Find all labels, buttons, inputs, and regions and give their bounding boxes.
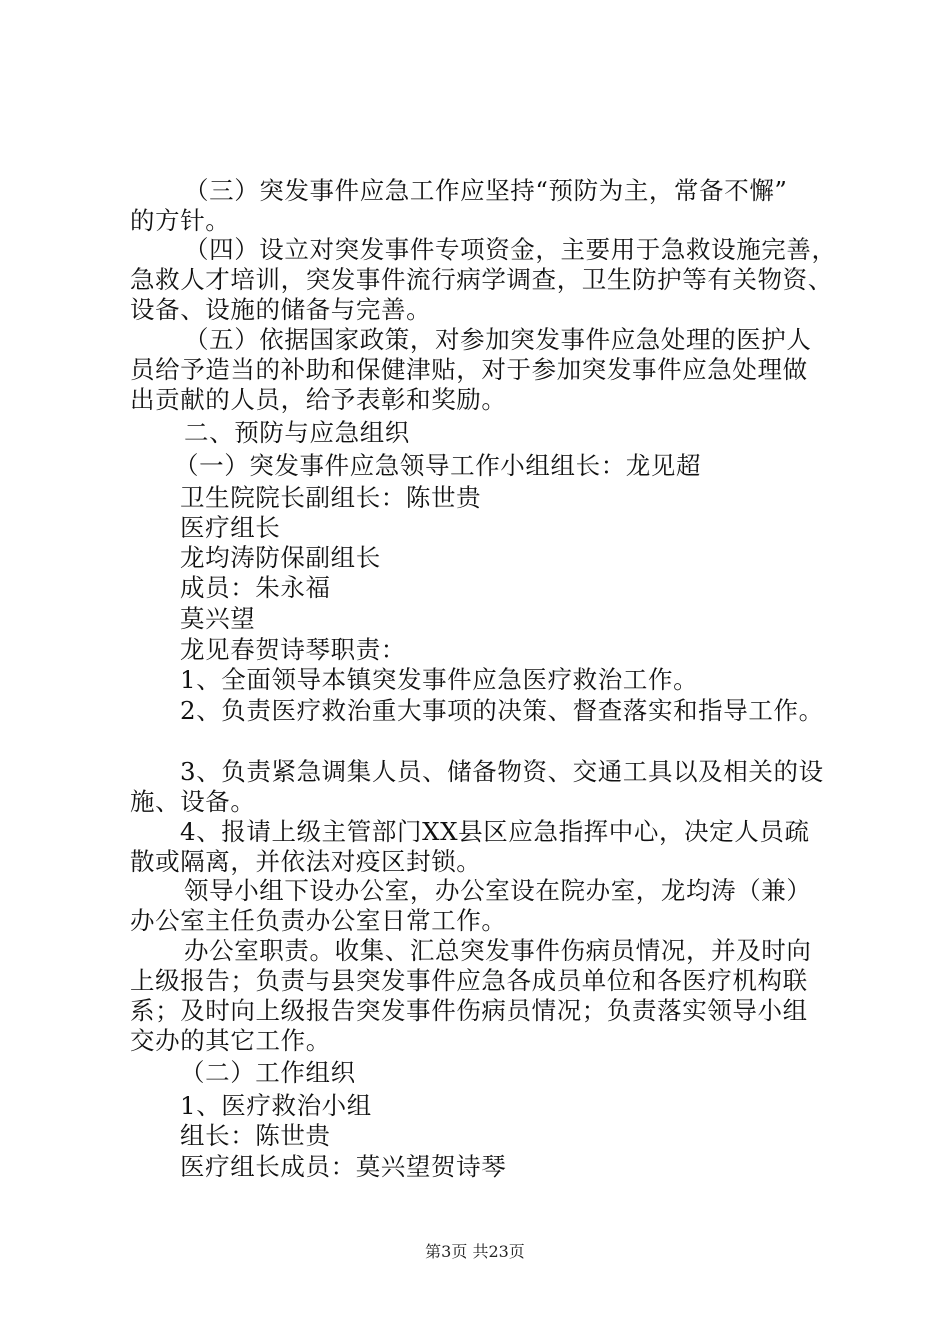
text-line: 卫生院院长副组长：陈世贵: [180, 483, 482, 512]
text-line: 办公室主任负责办公室日常工作。: [130, 906, 507, 935]
text-line: 员给予造当的补助和保健津贴，对于参加突发事件应急处理做: [130, 355, 808, 384]
section-heading: （二）工作组织: [180, 1058, 356, 1087]
text-line: 莫兴望: [180, 604, 256, 633]
page-number-footer: 第3页 共23页: [425, 1242, 525, 1261]
text-line: 系；及时向上级报告突发事件伤病员情况；负责落实领导小组: [130, 996, 808, 1025]
text-line: 办公室职责。收集、汇总突发事件伤病员情况，并及时向: [184, 936, 812, 965]
text-line: 的方针。: [130, 206, 231, 235]
text-line: （三）突发事件应急工作应坚持“预防为主，常备不懈”: [184, 176, 788, 205]
text-line: 成员：朱永福: [180, 573, 331, 602]
text-line: 散或隔离，并依法对疫区封锁。: [130, 847, 482, 876]
text-line: 施、设备。: [130, 787, 256, 816]
section-heading: 二、预防与应急组织: [184, 418, 410, 447]
text-line: （一）突发事件应急领导工作小组组长：龙见超: [174, 451, 702, 480]
text-line: 龙见春贺诗琴职责：: [180, 635, 406, 664]
text-line: 医疗组长: [180, 513, 281, 542]
text-line: 1、全面领导本镇突发事件应急医疗救治工作。: [180, 665, 699, 694]
text-line: 4、报请上级主管部门XX县区应急指挥中心，决定人员疏: [180, 817, 810, 846]
text-line: 1、医疗救治小组: [180, 1091, 372, 1120]
text-line: 医疗组长成员：莫兴望贺诗琴: [180, 1152, 507, 1181]
text-line: 出贡献的人员，给予表彰和奖励。: [130, 385, 507, 414]
text-line: 上级报告；负责与县突发事件应急各成员单位和各医疗机构联: [130, 966, 808, 995]
text-line: （五）依据国家政策，对参加突发事件应急处理的医护人: [184, 325, 812, 354]
text-line: 2、负责医疗救治重大事项的决策、督查落实和指导工作。: [180, 696, 824, 725]
text-line: 龙均涛防保副组长: [180, 543, 381, 572]
text-line: 领导小组下设办公室，办公室设在院办室，龙均涛（兼）: [184, 876, 812, 905]
text-line: 设备、设施的储备与完善。: [130, 295, 432, 324]
text-line: 急救人才培训，突发事件流行病学调查，卫生防护等有关物资、: [130, 265, 833, 294]
text-line: 组长：陈世贵: [180, 1121, 331, 1150]
text-line: 交办的其它工作。: [130, 1026, 331, 1055]
text-line: 3、负责紧急调集人员、储备物资、交通工具以及相关的设: [180, 757, 824, 786]
text-line: （四）设立对突发事件专项资金，主要用于急救设施完善，: [184, 235, 837, 264]
